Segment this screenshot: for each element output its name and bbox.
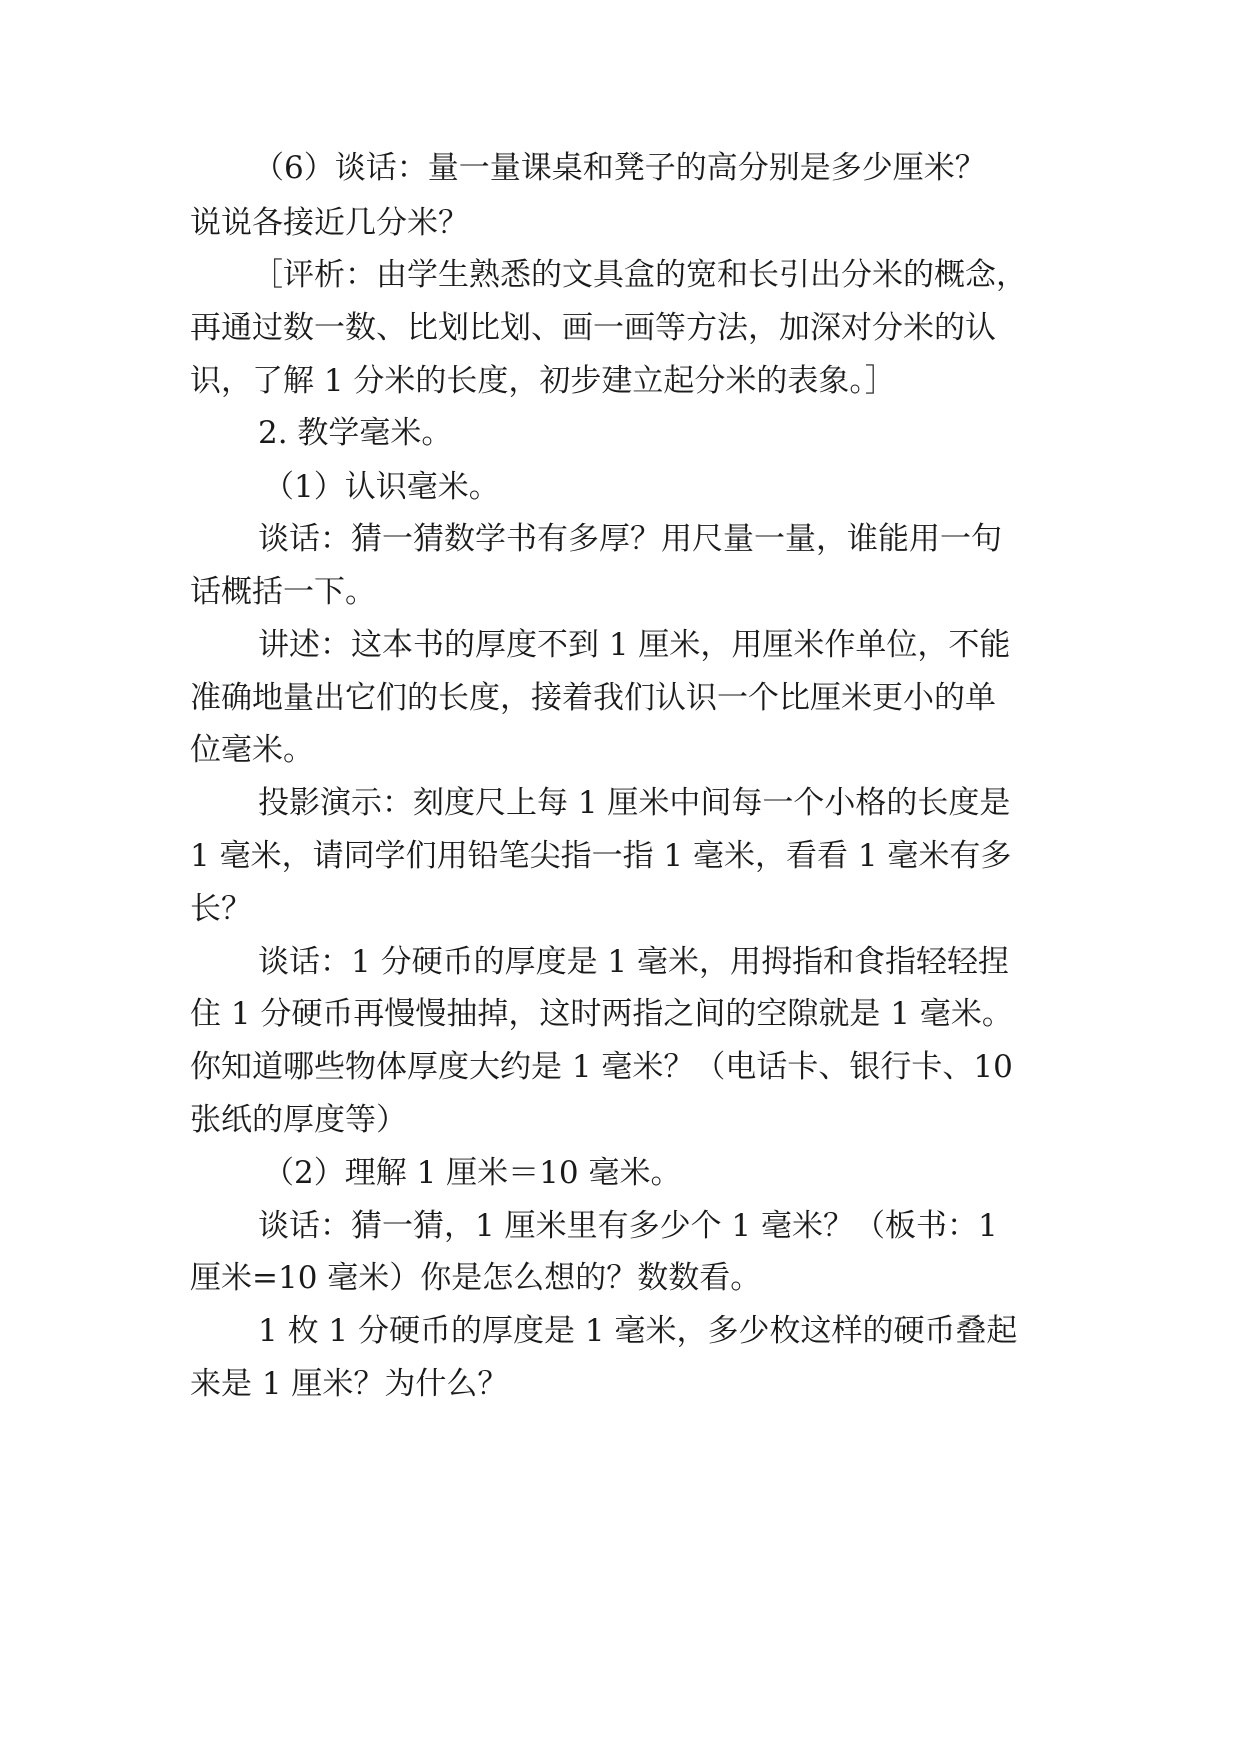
text-line: 准确地量出它们的长度，接着我们认识一个比厘米更小的单 xyxy=(190,680,996,716)
text-line: 谈话：猜一猜，1 厘米里有多少个 1 毫米？（板书：1 xyxy=(258,1208,998,1244)
text-line: 谈话：1 分硬币的厚度是 1 毫米，用拇指和食指轻轻捏 xyxy=(258,944,1010,980)
text-line: 你知道哪些物体厚度大约是 1 毫米？（电话卡、银行卡、10 xyxy=(190,1049,1013,1085)
text-line: （1）认识毫米。 xyxy=(263,469,500,505)
text-line: 厘米=10 毫米）你是怎么想的？数数看。 xyxy=(190,1260,762,1296)
text-line: 1 毫米，请同学们用铅笔尖指一指 1 毫米，看看 1 毫米有多 xyxy=(190,838,1012,874)
text-line: 张纸的厚度等） xyxy=(190,1102,407,1138)
text-line: 2. 教学毫米。 xyxy=(258,415,453,451)
text-line: 长？ xyxy=(190,891,252,927)
text-line: 投影演示：刻度尺上每 1 厘米中间每一个小格的长度是 xyxy=(258,785,1011,821)
text-line: 位毫米。 xyxy=(190,732,314,768)
text-line: （2）理解 1 厘米＝10 毫米。 xyxy=(263,1155,682,1191)
text-line: ［评析：由学生熟悉的文具盒的宽和长引出分米的概念， xyxy=(252,257,1027,293)
text-line: 1 枚 1 分硬币的厚度是 1 毫米，多少枚这样的硬币叠起 xyxy=(258,1313,1018,1349)
text-line: 再通过数一数、比划比划、画一画等方法，加深对分米的认 xyxy=(190,310,996,346)
text-line: 谈话：猜一猜数学书有多厚？用尺量一量，谁能用一句 xyxy=(258,521,1002,557)
text-line: 来是 1 厘米？为什么？ xyxy=(190,1366,509,1402)
text-line: 讲述：这本书的厚度不到 1 厘米，用厘米作单位，不能 xyxy=(258,627,1011,663)
text-line: （6）谈话：量一量课桌和凳子的高分别是多少厘米？ xyxy=(253,150,986,186)
text-line: 识，了解 1 分米的长度，初步建立起分米的表象。］ xyxy=(190,363,896,399)
text-line: 住 1 分硬币再慢慢抽掉，这时两指之间的空隙就是 1 毫米。 xyxy=(190,996,1013,1032)
text-line: 话概括一下。 xyxy=(190,574,376,610)
text-line: 说说各接近几分米？ xyxy=(190,205,469,241)
